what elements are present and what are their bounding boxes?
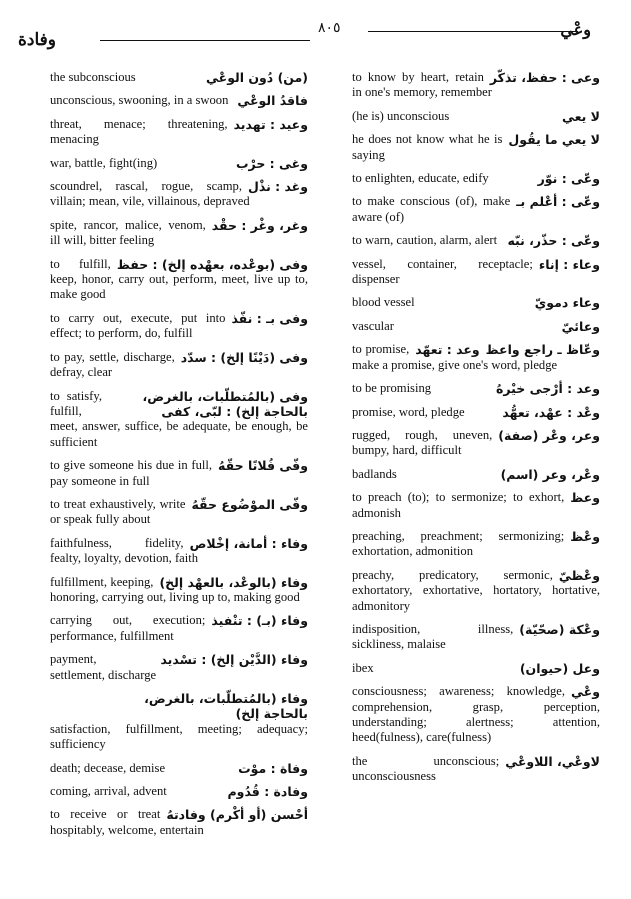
english-definition: promise, word, pledge bbox=[352, 404, 465, 419]
arabic-headword: (من) دُون الوعْي bbox=[206, 70, 308, 85]
arabic-headword: لا يعي bbox=[561, 108, 600, 124]
arabic-headword: وعائيّ bbox=[561, 318, 600, 334]
dictionary-entry bbox=[50, 350, 308, 381]
dictionary-entry bbox=[352, 490, 600, 521]
arabic-headword: وعْظ bbox=[570, 528, 600, 544]
english-definition: blood vessel bbox=[352, 295, 415, 310]
english-definition: to carry out, execute, put into effect; to perform, do, fulfill bbox=[50, 310, 226, 341]
guide-word-right: وعْي bbox=[560, 22, 591, 39]
arabic-headword: وفاء : أمانة، إخْلاص bbox=[189, 535, 308, 551]
arabic-headword: وعظ bbox=[570, 490, 600, 506]
english-definition: (he is) unconscious bbox=[352, 108, 450, 123]
english-definition: spite, rancor, malice, venom, ill will, bitter feeling bbox=[50, 217, 206, 248]
dictionary-entry bbox=[50, 652, 308, 683]
dictionary-entry bbox=[352, 428, 600, 459]
english-definition: the unconscious; unconsciousness bbox=[352, 753, 500, 784]
english-definition: to warn, caution, alarm, alert bbox=[352, 233, 498, 248]
english-definition: preachy, predicatory, sermonic, exhortatory, exhortative, hortatory, hortative, admonitory bbox=[352, 567, 600, 613]
dictionary-entry bbox=[352, 467, 600, 482]
arabic-headword: وعّى : أعْلم بـ bbox=[516, 194, 600, 210]
english-definition: to give someone his due in full, pay someone in full bbox=[50, 458, 213, 488]
english-definition: vessel, container, receptacle; dispenser bbox=[352, 256, 533, 287]
arabic-headword: وفّى الموْضُوع حقّهُ bbox=[191, 496, 308, 512]
dictionary-entry bbox=[50, 179, 308, 210]
english-definition: faithfulness, fidelity, fealty, loyalty, devotion, faith bbox=[50, 535, 199, 566]
dictionary-entry bbox=[50, 218, 308, 249]
arabic-headword: وعّى : حذّر، نبّه bbox=[507, 233, 600, 249]
english-definition: to preach (to); to sermonize; to exhort, admonish bbox=[352, 490, 565, 520]
arabic-headword: وغى : حرْب bbox=[235, 155, 308, 171]
english-definition: war, battle, fight(ing) bbox=[50, 155, 158, 170]
arabic-headword: وعد : تعهّد bbox=[415, 342, 480, 358]
right-column bbox=[352, 70, 600, 793]
english-definition: ibex bbox=[352, 660, 374, 675]
english-definition: coming, arrival, advent bbox=[50, 784, 167, 799]
english-definition: threat, menace; threatening, menacing bbox=[50, 116, 228, 147]
dictionary-entry bbox=[352, 381, 600, 396]
english-definition: to make conscious (of), make aware (of) bbox=[352, 194, 511, 224]
arabic-headword: وعْي bbox=[571, 684, 600, 700]
english-definition: to receive or treat hospitably, welcome, entertain bbox=[50, 807, 204, 837]
arabic-headword: وفاء (بالمُتطلّبات، بالغرض، بالحاجة إلخ) bbox=[144, 691, 308, 722]
arabic-headword: لا يعي ما يقُول bbox=[508, 132, 600, 148]
arabic-headword: وعْر، وعر (اسم) bbox=[500, 466, 600, 482]
arabic-headword: وفاة : موْت bbox=[238, 760, 308, 776]
arabic-headword: وعْد : عهْد، تعهُّد bbox=[502, 404, 600, 420]
page-number: ٨٠٥ bbox=[318, 21, 341, 36]
english-definition: to satisfy, fulfill, meet, answer, suffice, be adequate, be enough, be sufficient bbox=[50, 388, 308, 449]
arabic-headword: فاقدُ الوعْي bbox=[237, 93, 308, 109]
dictionary-entry bbox=[50, 497, 308, 528]
arabic-headword: وعيد : تهديد bbox=[233, 116, 308, 132]
dictionary-entry bbox=[50, 536, 308, 567]
dictionary-entry bbox=[352, 233, 600, 248]
page-header bbox=[0, 0, 631, 60]
english-definition: the subconscious bbox=[50, 70, 136, 84]
dictionary-entry bbox=[50, 257, 308, 303]
english-definition: to treat exhaustively, write or speak fully about bbox=[50, 496, 186, 527]
english-definition: to enlighten, educate, edify bbox=[352, 171, 489, 186]
dictionary-entry bbox=[50, 156, 308, 171]
header-rule-left bbox=[100, 40, 310, 41]
arabic-headword: أحْسن (أو أكْرم) وفادتهُ bbox=[166, 807, 308, 823]
arabic-headword: وفى (بوعْده، بعهْده إلخ) : حفظ bbox=[116, 256, 308, 272]
english-definition: to promise, make a promise, give one's word, pledge bbox=[352, 342, 558, 372]
english-definition: consciousness; awareness; knowledge, comprehension, grasp, perception, understanding; alertness; attention, heed(fulness), care(fulness) bbox=[352, 684, 600, 745]
dictionary-entry bbox=[50, 807, 308, 838]
dictionary-entry bbox=[352, 661, 600, 676]
header-rule-right bbox=[368, 31, 578, 32]
english-definition: death; decease, demise bbox=[50, 760, 166, 775]
english-definition: unconscious, swooning, in a swoon bbox=[50, 93, 229, 108]
arabic-headword: وعْكة (صحّيّة) bbox=[519, 621, 600, 637]
english-definition: to fulfill, keep, honor, carry out, perform, meet, live up to, make good bbox=[50, 256, 308, 302]
arabic-headword: وفّى فُلانًا حقّهُ bbox=[218, 458, 308, 474]
arabic-headword: وعاء دمويّ bbox=[534, 295, 600, 311]
english-definition: satisfaction, fulfillment, meeting; adequacy; sufficiency bbox=[50, 721, 308, 752]
dictionary-entry bbox=[50, 93, 308, 108]
english-definition: carrying out, execution; performance, fulfillment bbox=[50, 613, 206, 643]
dictionary-entry bbox=[352, 319, 600, 334]
arabic-headword: وغد : نذْل bbox=[248, 179, 308, 195]
arabic-headword: وفى (بالمُتطلّبات، بالغرض، بالحاجة إلخ) : لبّى، كفى bbox=[142, 388, 308, 419]
arabic-headword: وفى (دَيْنًا إلخ) : سدّد bbox=[180, 349, 308, 365]
arabic-headword: وعّى : نوّر bbox=[537, 171, 600, 187]
dictionary-entry bbox=[352, 405, 600, 420]
arabic-headword: وعْظيّ bbox=[558, 567, 600, 583]
arabic-headword: وعل (حيوان) bbox=[519, 660, 600, 676]
dictionary-entry bbox=[352, 257, 600, 288]
dictionary-entry bbox=[352, 684, 600, 746]
english-definition: fulfillment, keeping, honoring, carrying out, living up to, making good bbox=[50, 574, 300, 604]
dictionary-entry bbox=[50, 458, 308, 489]
english-definition: indisposition, illness, sickliness, malaise bbox=[352, 621, 514, 652]
dictionary-entry bbox=[352, 171, 600, 186]
arabic-headword: وغر، وغْر : حقْد bbox=[211, 217, 308, 233]
arabic-headword: وفادة : قُدُوم bbox=[227, 784, 308, 800]
dictionary-entry bbox=[352, 342, 600, 373]
dictionary-entry bbox=[50, 311, 308, 342]
dictionary-entry bbox=[352, 295, 600, 310]
dictionary-entry bbox=[352, 622, 600, 653]
english-definition: to know by heart, retain in one's memory, remember bbox=[352, 70, 492, 100]
english-definition: rugged, rough, uneven, bumpy, hard, difficult bbox=[352, 427, 493, 458]
dictionary-entry bbox=[50, 784, 308, 799]
dictionary-entry bbox=[352, 568, 600, 614]
arabic-headword: وعى : حفظ، تذكّر bbox=[489, 70, 600, 85]
dictionary-entry bbox=[50, 70, 308, 85]
arabic-headword: وفاء (الدَّيْن إلخ) : تسْديد bbox=[160, 652, 308, 668]
arabic-headword: وعّاظ ـ راجع واعظ bbox=[485, 342, 600, 358]
dictionary-entry bbox=[50, 389, 308, 451]
arabic-headword: وفاء (بالوعْد، بالعهْد إلخ) bbox=[159, 574, 308, 590]
english-definition: badlands bbox=[352, 466, 397, 481]
english-definition: to be promising bbox=[352, 381, 432, 396]
english-definition: scoundrel, rascal, rogue, scamp, villain; mean, vile, villainous, depraved bbox=[50, 179, 250, 209]
dictionary-entry bbox=[50, 761, 308, 776]
english-definition: he does not know what he is saying bbox=[352, 132, 503, 162]
arabic-headword: وعد : أرْجى خيْرهُ bbox=[496, 381, 600, 397]
arabic-headword: وعر، وعْر (صفة) bbox=[498, 427, 600, 443]
dictionary-entry bbox=[50, 691, 308, 753]
arabic-headword: وفاء (بـ) : تنْفيذ bbox=[211, 613, 308, 629]
arabic-headword: وفى بـ : نفّذ bbox=[231, 310, 308, 326]
dictionary-entry bbox=[352, 70, 600, 101]
english-definition: payment, settlement, discharge bbox=[50, 652, 157, 682]
dictionary-entry bbox=[352, 109, 600, 124]
left-column bbox=[50, 70, 308, 846]
dictionary-entry bbox=[352, 132, 600, 163]
dictionary-entry bbox=[50, 575, 308, 606]
arabic-headword: وعاء : إناء bbox=[538, 256, 600, 272]
arabic-headword: لاوعْي، اللاوعْي bbox=[505, 753, 600, 769]
dictionary-entry bbox=[50, 613, 308, 644]
english-definition: to pay, settle, discharge, defray, clear bbox=[50, 349, 175, 380]
english-definition: vascular bbox=[352, 318, 394, 333]
guide-word-left: وفادة bbox=[18, 30, 56, 49]
dictionary-entry bbox=[352, 754, 600, 785]
dictionary-entry bbox=[352, 529, 600, 560]
dictionary-entry bbox=[50, 117, 308, 148]
english-definition: preaching, preachment; sermonizing; exhortation, admonition bbox=[352, 528, 565, 559]
dictionary-entry bbox=[352, 194, 600, 225]
